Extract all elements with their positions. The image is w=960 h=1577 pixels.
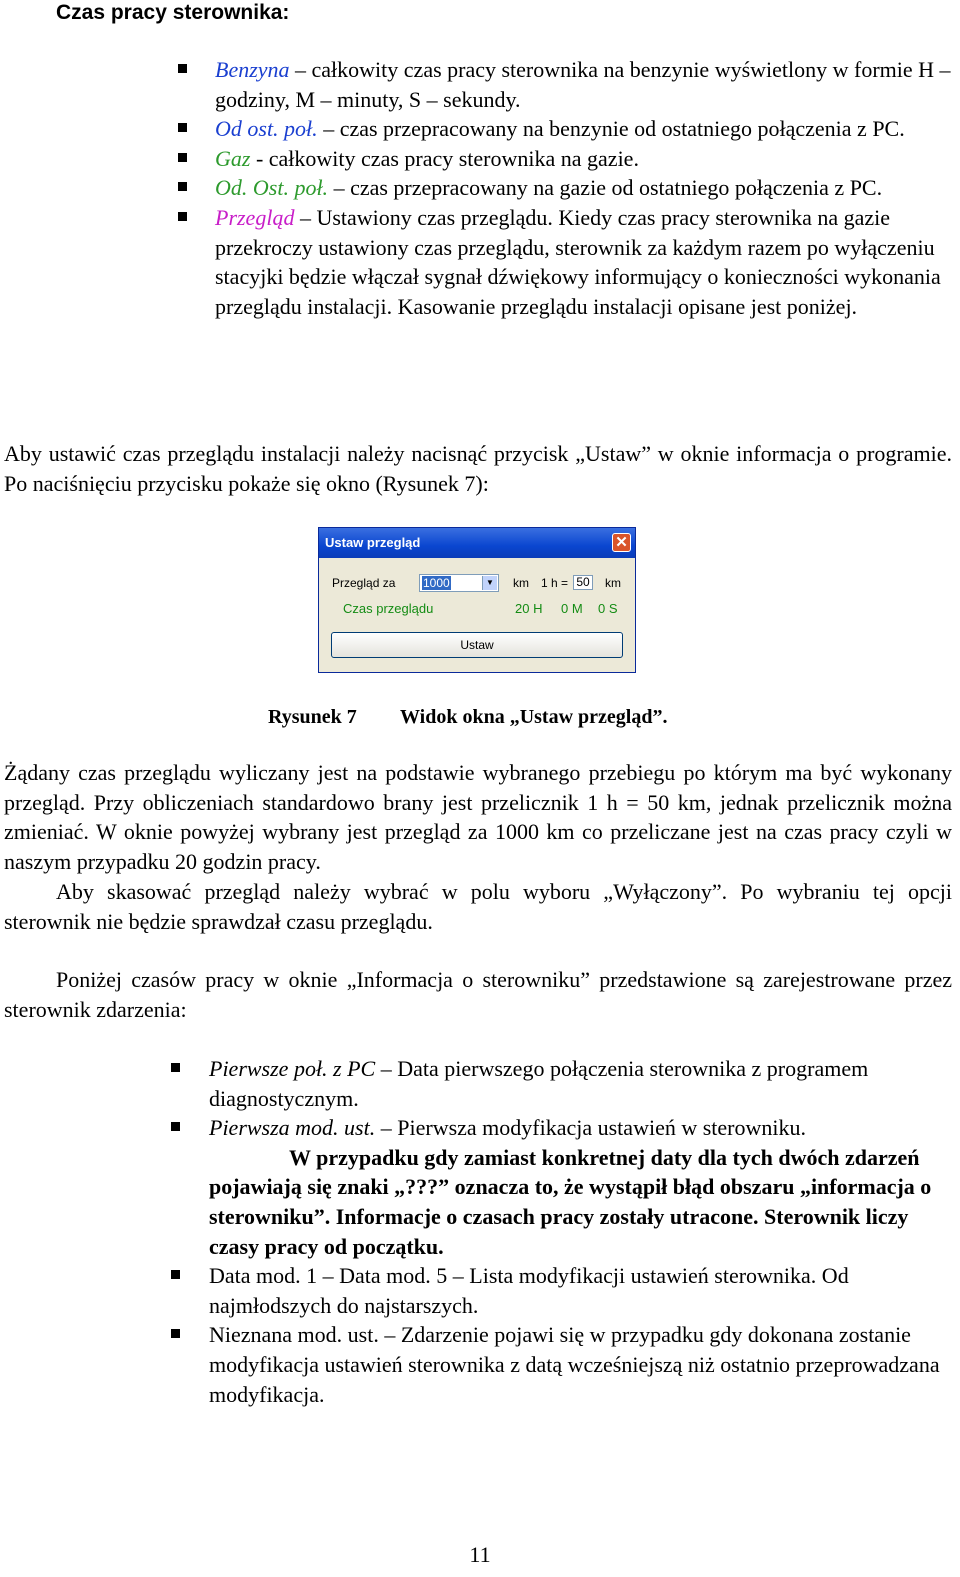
- bullet-icon: [178, 64, 187, 73]
- service-time-minutes: 0 M: [561, 601, 583, 616]
- service-time-seconds: 0 S: [598, 601, 618, 616]
- list-item: [178, 203, 958, 321]
- list-item: [178, 55, 958, 114]
- term-description: – Pierwsza modyfikacja ustawień w sterowniku.: [375, 1115, 806, 1141]
- list-item: [178, 173, 958, 203]
- term-description: – Data pierwszego połączenia sterownika z programem diagnostycznym.: [209, 1056, 869, 1111]
- interval-label: Przegląd za: [332, 576, 396, 590]
- list-item: [178, 114, 958, 144]
- close-icon[interactable]: ✕: [612, 533, 631, 552]
- term-od-ost-pol-gaz: Od. Ost. poł.: [215, 175, 329, 201]
- bullet-icon: [171, 1329, 180, 1338]
- term-description: – całkowity czas pracy sterownika na benzynie wyświetlony w formie H – godziny, M – minuty, S – sekundy.: [215, 57, 951, 112]
- bullet-icon: [171, 1122, 180, 1131]
- paragraph-reset: Aby skasować przegląd należy wybrać w polu wyboru „Wyłączony”. Po wybraniu tej opcji sterownik nie będzie sprawdzał czasu przeglądu.: [4, 879, 952, 934]
- ratio-input[interactable]: 50: [573, 575, 593, 590]
- list-item: [171, 1054, 951, 1113]
- warning-note: W przypadku gdy zamiast konkretnej daty dla tych dwóch zdarzeń pojawiają się znaki „???” oznacza to, że wystąpił błąd obszaru „informacja o sterowniku”. Informacje o czasach pracy zostały utracone. Sterownik liczy czasy pracy od początku.: [209, 1144, 932, 1259]
- list-item: [171, 1261, 951, 1320]
- unit-km-label: km: [513, 576, 529, 590]
- list-item: [171, 1320, 951, 1409]
- ustaw-button[interactable]: Ustaw: [331, 632, 623, 658]
- events-list: [171, 1054, 951, 1409]
- term-first-connection: Pierwsze poł. z PC: [209, 1056, 376, 1081]
- paragraph-computation: Żądany czas przeglądu wyliczany jest na podstawie wybranego przebiegu po którym ma być wykonany przegląd. Przy obliczeniach standardowo brany jest przelicznik 1 h = 50 km, jednak przelicznik można zmieniać. W oknie powyżej wybrany jest przegląd za 1000 km co przeliczane jest na czas pracy czyli w naszym przypadku 20 godzin pracy.: [4, 760, 952, 874]
- ustaw-przeglad-dialog: [318, 527, 636, 673]
- paragraph-events: Poniżej czasów pracy w oknie „Informacja o sterowniku” przedstawione są zarejestrowane przez sterownik zdarzenia:: [4, 967, 952, 1022]
- bullet-icon: [178, 182, 187, 191]
- term-od-ost-pol: Od ost. poł.: [215, 116, 318, 142]
- dialog-titlebar: [319, 528, 635, 558]
- chevron-down-icon[interactable]: ▼: [482, 576, 497, 590]
- term-benzyna: Benzyna: [215, 57, 290, 82]
- service-time-label: Czas przeglądu: [343, 601, 434, 616]
- term-first-modification: Pierwsza mod. ust.: [209, 1115, 376, 1141]
- bullet-icon: [178, 153, 187, 162]
- bullet-icon: [171, 1270, 180, 1279]
- interval-value: 1000: [423, 576, 450, 590]
- bullet-icon: [178, 123, 187, 132]
- figure-label: Rysunek 7: [268, 706, 357, 728]
- term-description: – czas przepracowany na gazie od ostatniego połączenia z PC.: [328, 175, 883, 201]
- list-item: [171, 1113, 951, 1143]
- bullet-icon: [178, 212, 187, 221]
- term-description: – czas przepracowany na benzynie od ostatniego połączenia z PC.: [317, 116, 905, 142]
- term-description: – Ustawiony czas przeglądu. Kiedy czas pracy sterownika na gazie przekroczy ustawiony czas przeglądu, sterownik za każdym razem po wyłączeniu stacyjki będzie włączał sygnał dźwiękowy informujący o konieczności wykonania przeglądu instalacji. Kasowanie przeglądu instalacji opisane jest poniżej.: [215, 204, 941, 319]
- unit-km-label-2: km: [605, 576, 621, 590]
- term-description: - całkowity czas pracy sterownika na gazie.: [250, 145, 639, 171]
- figure-caption: Widok okna „Ustaw przegląd”.: [400, 706, 668, 728]
- interval-select[interactable]: [419, 574, 499, 592]
- term-przeglad: Przegląd: [215, 204, 295, 230]
- page-number: 11: [469, 1542, 491, 1567]
- term-unknown-modification: Nieznana mod. ust. – Zdarzenie pojawi się w przypadku gdy dokonana zostanie modyfikacja ustawień sterownika z datą wcześniejszą niż ostatnio przeprowadzana modyfikacja.: [209, 1322, 940, 1407]
- list-item: [178, 144, 958, 174]
- section-heading: Czas pracy sterownika:: [56, 1, 290, 24]
- ratio-label: 1 h =: [541, 576, 569, 590]
- term-modification-list: Data mod. 1 – Data mod. 5 – Lista modyfikacji ustawień sterownika. Od najmłodszych do najstarszych.: [209, 1263, 849, 1318]
- bullet-icon: [171, 1063, 180, 1072]
- work-time-list: [178, 55, 958, 321]
- term-gaz: Gaz: [215, 145, 251, 171]
- dialog-title: Ustaw przegląd: [325, 535, 421, 550]
- service-time-hours: 20 H: [515, 601, 543, 616]
- paragraph-set-interval: Aby ustawić czas przeglądu instalacji należy nacisnąć przycisk „Ustaw” w oknie informacja o programie. Po naciśnięciu przycisku pokaże się okno (Rysunek 7):: [4, 441, 952, 496]
